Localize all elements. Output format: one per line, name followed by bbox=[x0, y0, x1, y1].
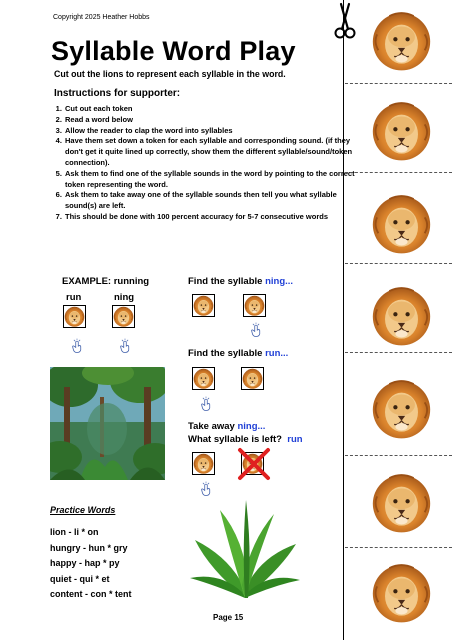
cross-icon bbox=[236, 446, 272, 482]
lion-token-icon bbox=[192, 294, 215, 317]
lion-token-icon bbox=[192, 367, 215, 390]
instructions-heading: Instructions for supporter: bbox=[54, 88, 181, 99]
scissors-icon bbox=[334, 2, 356, 40]
lion-token-icon bbox=[112, 305, 135, 328]
plant-image bbox=[190, 500, 300, 600]
example-label: EXAMPLE: running bbox=[62, 276, 150, 287]
lion-token-icon bbox=[243, 294, 266, 317]
cutout-lion-icon bbox=[371, 562, 432, 623]
pointing-hand-icon bbox=[70, 338, 84, 353]
cutout-lion-icon bbox=[371, 472, 432, 533]
task-take-away: Take away ning... bbox=[188, 421, 266, 432]
page-subtitle: Cut out the lions to represent each syllable in the word. bbox=[54, 69, 286, 79]
practice-word: quiet - qui * et bbox=[50, 573, 110, 584]
practice-word: happy - hap * py bbox=[50, 558, 120, 568]
cutout-lion-icon bbox=[371, 193, 432, 254]
cutout-lion-icon bbox=[371, 100, 432, 161]
task-find-run: Find the syllable run... bbox=[188, 348, 289, 359]
practice-word: lion - li * on bbox=[50, 527, 99, 537]
example-syllable-run: run bbox=[66, 292, 82, 303]
cut-line bbox=[345, 547, 452, 548]
instruction-step: 6. Ask them to take away one of the syllable sounds then tell you what syllable sound(s) are left. bbox=[64, 190, 360, 212]
cut-line bbox=[345, 352, 452, 353]
cut-line bbox=[345, 455, 452, 456]
pointing-hand-icon bbox=[118, 338, 132, 353]
pointing-hand-icon bbox=[249, 322, 263, 337]
lion-token-icon bbox=[192, 452, 215, 475]
example-syllable-ning: ning bbox=[114, 292, 135, 303]
instruction-step: 2. Read a word below bbox=[64, 115, 360, 126]
instruction-step: 4. Have them set down a token for each syllable and corresponding sound. (if they don't get it quite lined up correctly, show them the different syllable/sound/token connection). bbox=[64, 136, 360, 168]
task-find-ning: Find the syllable ning... bbox=[188, 276, 294, 287]
cut-line bbox=[345, 83, 452, 84]
practice-heading: Practice Words bbox=[50, 505, 116, 515]
practice-word: content - con * tent bbox=[50, 589, 132, 599]
jungle-image bbox=[50, 367, 165, 480]
instruction-step: 7. This should be done with 100 percent accuracy for 5-7 consecutive words bbox=[64, 212, 360, 223]
pointing-hand-icon bbox=[199, 396, 213, 411]
instructions-list bbox=[51, 104, 360, 223]
cut-line-vertical bbox=[343, 0, 344, 640]
task-what-left: What syllable is left? run bbox=[188, 434, 303, 445]
cutout-lion-icon bbox=[371, 378, 432, 439]
practice-word: hungry - hun * gry bbox=[50, 542, 128, 553]
pointing-hand-icon bbox=[199, 481, 213, 496]
instruction-step: 1. Cut out each token bbox=[64, 104, 360, 115]
lion-token-icon bbox=[241, 367, 264, 390]
cutout-lion-icon bbox=[371, 285, 432, 346]
instruction-step: 5. Ask them to find one of the syllable sounds in the word by pointing to the correct token representing the word. bbox=[64, 169, 360, 191]
copyright-text: Copyright 2025 Heather Hobbs bbox=[53, 14, 150, 21]
instruction-step: 3. Allow the reader to clap the word into syllables bbox=[64, 126, 360, 137]
cutout-lion-icon bbox=[371, 10, 432, 71]
cut-line bbox=[345, 172, 452, 173]
page-number: Page 15 bbox=[213, 613, 244, 622]
page-title: Syllable Word Play bbox=[51, 36, 296, 66]
cut-line bbox=[345, 263, 452, 264]
practice-words bbox=[50, 525, 132, 603]
lion-token-icon bbox=[63, 305, 86, 328]
